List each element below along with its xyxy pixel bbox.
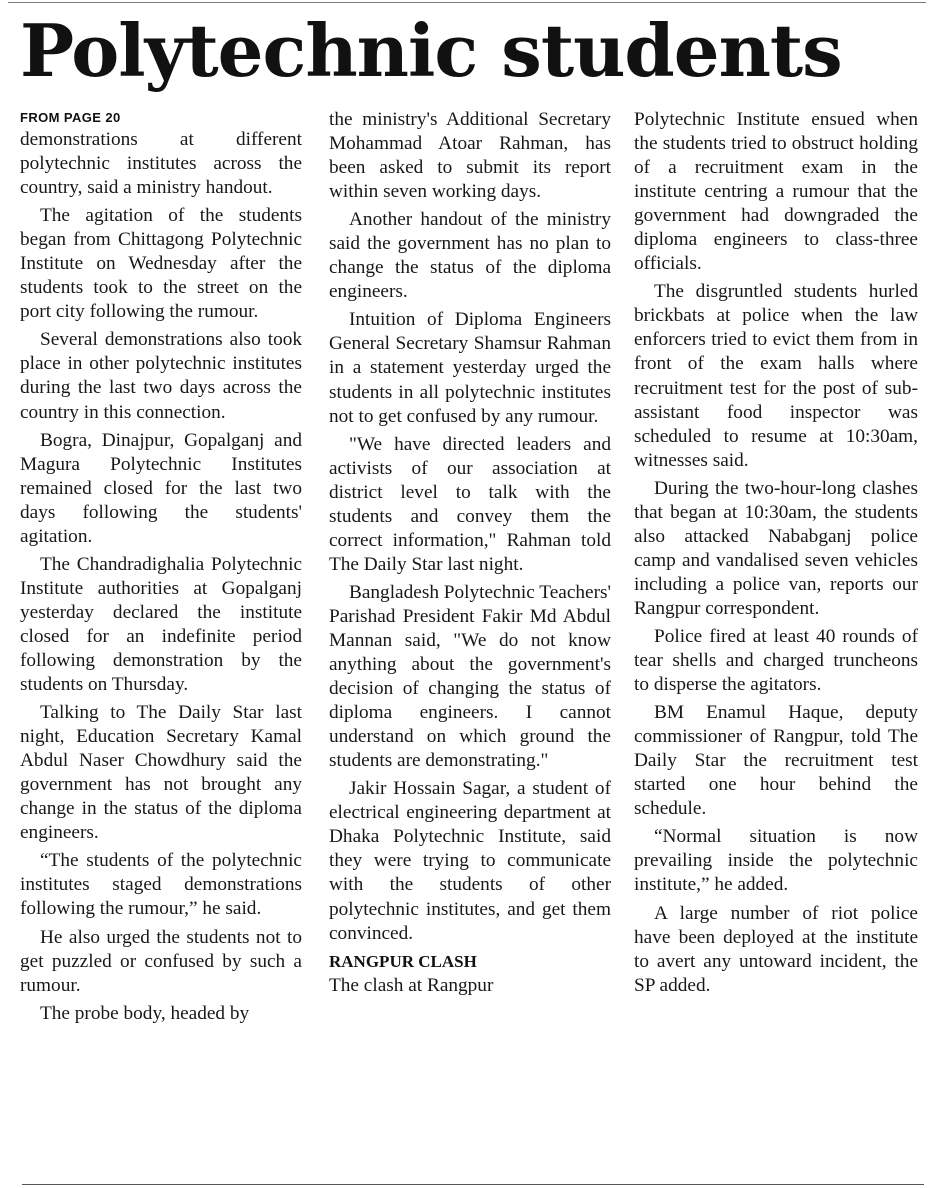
paragraph: Several demonstrations also took place in other polytechnic institutes during the last two days across the country in this connection. (20, 329, 302, 423)
paragraph: “The students of the polytechnic institutes staged demonstrations following the rumour,” he said. (20, 850, 302, 920)
article-body (20, 108, 918, 1172)
paragraph: Jakir Hossain Sagar, a student of electrical engineering department at Dhaka Polytechnic Institute, said they were trying to communicate with the students of other polytechnic institutes, and get them convinced. (329, 778, 611, 944)
jump-line: FROM PAGE 20 (20, 110, 121, 125)
paragraph: Intuition of Diploma Engineers General Secretary Shamsur Rahman in a statement yesterday urged the students in all polytechnic institutes not to get confused by any rumour. (329, 309, 611, 427)
paragraph: demonstrations at different polytechnic institutes across the country, said a ministry handout. (20, 129, 302, 199)
paragraph: Police fired at least 40 rounds of tear shells and charged truncheons to disperse the agitators. (634, 625, 918, 696)
paragraph: Polytechnic Institute ensued when the students tried to obstruct holding of a recruitment exam in the institute centring a rumour that the government had downgraded the diploma engineers to class-three officials. (634, 109, 918, 275)
paragraph: The disgruntled students hurled brickbats at police when the law enforcers tried to evict them from in front of the exam halls where recruitment test for the post of sub-assistant food inspector was scheduled to resume at 10:30am, witnesses said. (634, 281, 918, 471)
paragraph: the ministry's Additional Secretary Mohammad Atoar Rahman, has been asked to submit its report within seven working days. (329, 109, 611, 203)
paragraph: The clash at Rangpur (329, 974, 494, 996)
paragraph: BM Enamul Haque, deputy commissioner of Rangpur, told The Daily Star the recruitment test started one hour behind the schedule. (634, 702, 918, 820)
paragraph: "We have directed leaders and activists of our association at district level to talk with the students and convey them the correct information," Rahman told The Daily Star last night. (329, 433, 611, 575)
paragraph: A large number of riot police have been deployed at the institute to avert any untoward incident, the SP added. (634, 902, 918, 996)
paragraph: The agitation of the students began from Chittagong Polytechnic Institute on Wednesday after the students took to the street on the port city following the rumour. (20, 205, 302, 323)
top-rule (8, 2, 926, 3)
paragraph: The probe body, headed by (40, 1002, 250, 1024)
column-2 (329, 108, 611, 1002)
paragraph: Bangladesh Polytechnic Teachers' Parishad President Fakir Md Abdul Mannan said, "We do not know anything about the government's decision of changing the status of diploma engineers. I cannot understand on which ground the students are demonstrating." (329, 581, 611, 772)
paragraph: He also urged the students not to get puzzled or confused by such a rumour. (20, 926, 302, 996)
subhead: RANGPUR CLASH (329, 951, 477, 971)
bottom-rule (22, 1184, 924, 1185)
paragraph: During the two-hour-long clashes that began at 10:30am, the students also attacked Nababganj police camp and vandalised seven vehicles including a police van, reports our Rangpur correspondent. (634, 477, 918, 619)
paragraph: Another handout of the ministry said the government has no plan to change the status of the diploma engineers. (329, 209, 611, 303)
paragraph: The Chandradighalia Polytechnic Institute authorities at Gopalganj yesterday declared the institute closed for an indefinite period following demonstration by the students on Thursday. (20, 553, 302, 696)
column-1 (20, 108, 302, 1030)
paragraph: Bogra, Dinajpur, Gopalganj and Magura Polytechnic Institutes remained closed for the last two days following the students' agitation. (20, 429, 302, 547)
column-3 (634, 108, 918, 1002)
paragraph: “Normal situation is now prevailing inside the polytechnic institute,” he added. (634, 826, 918, 896)
paragraph: Talking to The Daily Star last night, Education Secretary Kamal Abdul Naser Chowdhury said the government has not brought any change in the status of the diploma engineers. (20, 702, 302, 844)
headline: Polytechnic students (20, 8, 842, 93)
